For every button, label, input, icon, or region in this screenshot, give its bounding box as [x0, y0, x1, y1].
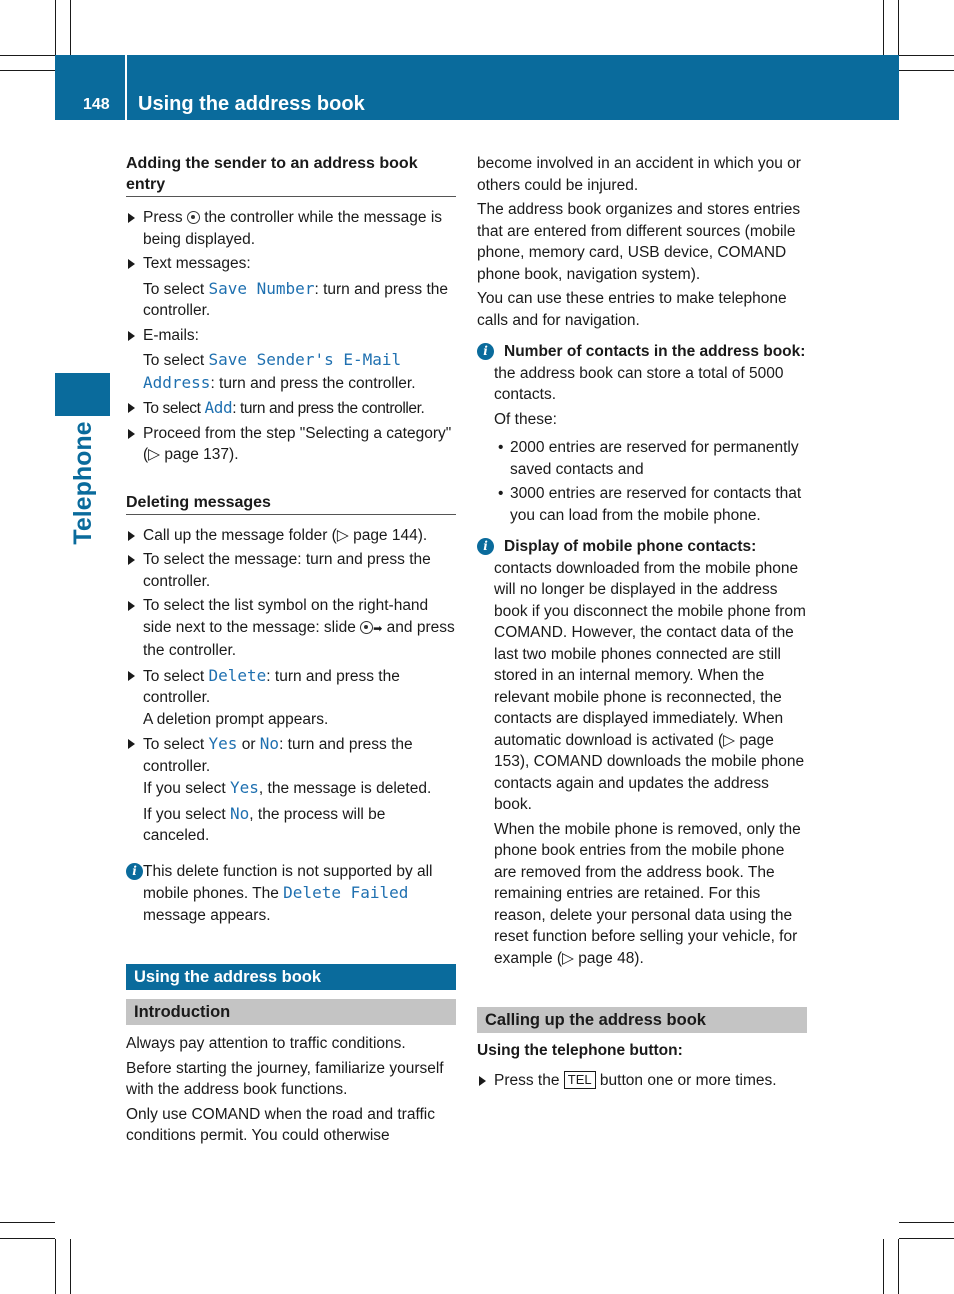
page-header — [55, 55, 899, 120]
display-text: Delete Failed — [283, 883, 409, 902]
crop-mark — [899, 1222, 954, 1223]
step-item: Press the controller while the message is being displayed. — [126, 207, 456, 250]
right-column — [477, 153, 807, 1091]
crop-mark — [899, 55, 954, 56]
paragraph: Always pay attention to traffic conditions. — [126, 1035, 406, 1052]
paragraph: Only use COMAND when the road and traffic conditions permit. You could otherwise — [126, 1105, 435, 1144]
header-divider — [125, 55, 127, 120]
step-item: To select Add: turn and press the controller. — [126, 397, 456, 420]
crop-mark — [898, 0, 899, 55]
crop-mark — [55, 1239, 56, 1294]
step-item: E-mails: — [126, 325, 456, 347]
controller-press-icon — [187, 211, 200, 224]
step-item: Proceed from the step "Selecting a category" (▷ page 137). — [126, 423, 456, 466]
controller-slide-icon — [360, 621, 373, 634]
page-number: 148 — [83, 96, 110, 113]
step-detail: If you select No, the process will be canceled. — [143, 803, 386, 844]
display-text: Yes — [230, 778, 259, 797]
crop-mark — [70, 1239, 71, 1294]
left-column — [126, 153, 456, 1147]
info-icon: i — [477, 538, 494, 555]
crop-mark — [883, 0, 884, 55]
display-text: Add — [204, 398, 233, 417]
step-item: To select Yes or No: turn and press the controller. — [126, 733, 456, 777]
tel-key: TEL — [564, 1071, 596, 1089]
paragraph: You can use these entries to make telephone calls and for navigation. — [477, 290, 787, 329]
step-detail: To select Save Sender's E-Mail Address: turn and press the controller. — [143, 350, 416, 392]
crop-mark — [70, 0, 71, 55]
crop-mark — [0, 1238, 55, 1239]
subsection-bar: Calling up the address book — [477, 1007, 807, 1033]
info-note: i Display of mobile phone contacts: contacts downloaded from the mobile phone will no longer be displayed in the address book if you disconnect the mobile phone from COMAND. However, the contact data of the last two mobile phones connected are still stored in an internal memory. When the relevant mobile phone is reconnected, the contacts are displayed immediately. When automatic download is activated (▷ page 153), COMAND downloads the mobile phone contacts again and updates the address book. — [477, 536, 807, 816]
step-item: To select Delete: turn and press the controller. — [126, 665, 456, 709]
crop-mark — [899, 1238, 954, 1239]
display-text: Yes — [208, 734, 238, 753]
display-text: No — [230, 803, 250, 823]
side-tab — [55, 373, 110, 416]
info-icon: i — [126, 863, 143, 880]
crop-mark — [898, 1239, 899, 1294]
paragraph: Before starting the journey, familiarize yourself with the address book functions. — [126, 1059, 444, 1098]
page-title: Using the address book — [138, 93, 365, 115]
display-text: Save Number — [208, 278, 315, 298]
section-bar: Using the address book — [126, 964, 456, 990]
bullet-item: • 2000 entries are reserved for permanently saved contacts and — [477, 437, 807, 480]
step-detail: If you select Yes, the message is deleted. — [143, 778, 432, 797]
crop-mark — [899, 70, 954, 71]
paragraph: When the mobile phone is removed, only the phone book entries from the mobile phone are removed from the address book. The remaining entries are retained. For this reason, delete your personal data using the reset function before selling your vehicle, for example (▷ page 48). — [494, 820, 801, 967]
crop-mark — [0, 70, 55, 71]
info-icon: i — [477, 343, 494, 360]
display-text: Save Sender's E-Mail Address — [143, 350, 402, 392]
step-item: To select the message: turn and press the controller. — [126, 549, 456, 592]
step-item: Call up the message folder (▷ page 144). — [126, 525, 456, 547]
paragraph: Of these: — [494, 410, 557, 428]
crop-mark — [0, 1222, 55, 1223]
paragraph: become involved in an accident in which you or others could be injured. — [477, 155, 801, 194]
step-detail: A deletion prompt appears. — [143, 710, 329, 728]
bullet-item: • 3000 entries are reserved for contacts that you can load from the mobile phone. — [477, 483, 807, 526]
arrow-right-icon: ➡ — [373, 622, 383, 635]
paragraph: The address book organizes and stores entries that are entered from different sources (mobile phone, memory card, USB device, COMAND phone book, navigation system). — [477, 201, 801, 283]
step-item: To select the list symbol on the right-hand side next to the message: slide ➡ and press the controller. — [126, 595, 456, 662]
subsection-bar: Introduction — [126, 999, 456, 1025]
step-item: Press the TEL button one or more times. — [477, 1070, 807, 1092]
crop-mark — [0, 55, 55, 56]
display-text: Delete — [208, 665, 267, 685]
step-item: Text messages: — [126, 253, 456, 275]
section-heading: Deleting messages — [126, 492, 456, 515]
side-label: Telephone — [69, 421, 97, 545]
paragraph: Using the telephone button: — [477, 1042, 683, 1059]
crop-mark — [883, 1239, 884, 1294]
step-detail: To select Save Number: turn and press the controller. — [143, 278, 449, 319]
crop-mark — [55, 0, 56, 55]
display-text: No — [259, 734, 280, 753]
section-heading: Adding the sender to an address book entry — [126, 153, 456, 197]
info-note: i This delete function is not supported by all mobile phones. The Delete Failed message appears. — [126, 861, 456, 927]
info-note: i Number of contacts in the address book: the address book can store a total of 5000 contacts. — [477, 341, 807, 406]
